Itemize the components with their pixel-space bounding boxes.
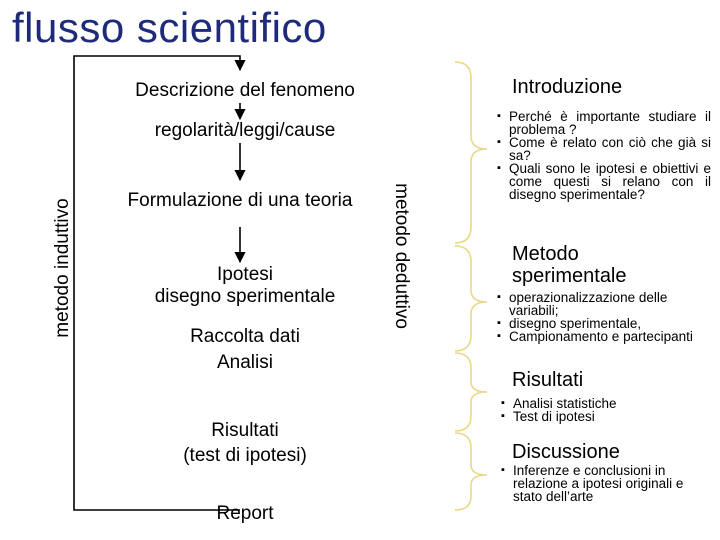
bracket-introduzione bbox=[455, 62, 487, 243]
bracket-risultati bbox=[455, 353, 487, 431]
flow-step-raccolta-line2: Analisi bbox=[217, 352, 273, 373]
list-item: ▪ Come è relato con ciò che già si sa? bbox=[497, 136, 711, 162]
section-risultati-list bbox=[501, 397, 701, 423]
list-item: ▪ Perché è importante studiare il problema ? bbox=[497, 110, 711, 136]
flow-step-raccolta-line1: Raccolta dati bbox=[190, 326, 300, 347]
label-metodo-induttivo: metodo induttivo bbox=[52, 198, 73, 338]
list-item: ▪ operazionalizzazione delle variabili; bbox=[497, 291, 707, 317]
flow-step-teoria: Formulazione di una teoria bbox=[127, 190, 353, 211]
list-item: ▪ Campionamento e partecipanti bbox=[497, 330, 707, 343]
list-item: ▪ Quali sono le ipotesi e obiettivi e come questi si relano con il disegno sperimentale? bbox=[497, 162, 711, 201]
list-item: ▪ Inferenze e conclusioni in relazione a ipotesi originali e stato dell’arte bbox=[501, 464, 716, 503]
flow-step-ipotesi-line2: disegno sperimentale bbox=[154, 286, 336, 307]
section-introduzione-heading: Introduzione bbox=[512, 76, 623, 98]
list-item: ▪ Test di ipotesi bbox=[501, 410, 701, 423]
flow-step-risultati bbox=[100, 420, 390, 467]
bracket-metodo bbox=[455, 246, 487, 351]
section-risultati-heading: Risultati bbox=[512, 369, 584, 391]
section-introduzione-list bbox=[497, 110, 711, 201]
flow-step-descrizione: Descrizione del fenomeno bbox=[135, 80, 355, 101]
flow-step-ipotesi-line1: Ipotesi bbox=[217, 264, 273, 285]
flow-step-ipotesi bbox=[100, 264, 390, 308]
section-metodo-heading-line2: sperimentale bbox=[512, 265, 627, 287]
section-metodo-heading-line1: Metodo bbox=[512, 243, 579, 265]
section-metodo-heading bbox=[512, 243, 627, 287]
section-discussione-heading: Discussione bbox=[512, 441, 620, 463]
flow-step-risultati-line2: (test di ipotesi) bbox=[183, 445, 307, 466]
flow-step-risultati-line1: Risultati bbox=[211, 420, 279, 441]
list-item: ▪ Analisi statistiche bbox=[501, 397, 701, 410]
flow-step-report: Report bbox=[216, 503, 274, 524]
section-brackets bbox=[455, 62, 487, 510]
label-metodo-deduttivo: metodo deduttivo bbox=[391, 183, 412, 329]
section-discussione-list bbox=[501, 464, 716, 503]
list-item: ▪ disegno sperimentale, bbox=[497, 317, 707, 330]
flow-step-raccolta bbox=[100, 326, 390, 374]
section-metodo-list bbox=[497, 291, 707, 343]
page-title: flusso scientifico bbox=[12, 4, 327, 51]
flow-step-regolarita: regolarità/leggi/cause bbox=[154, 120, 336, 141]
bracket-discussione bbox=[455, 433, 487, 510]
